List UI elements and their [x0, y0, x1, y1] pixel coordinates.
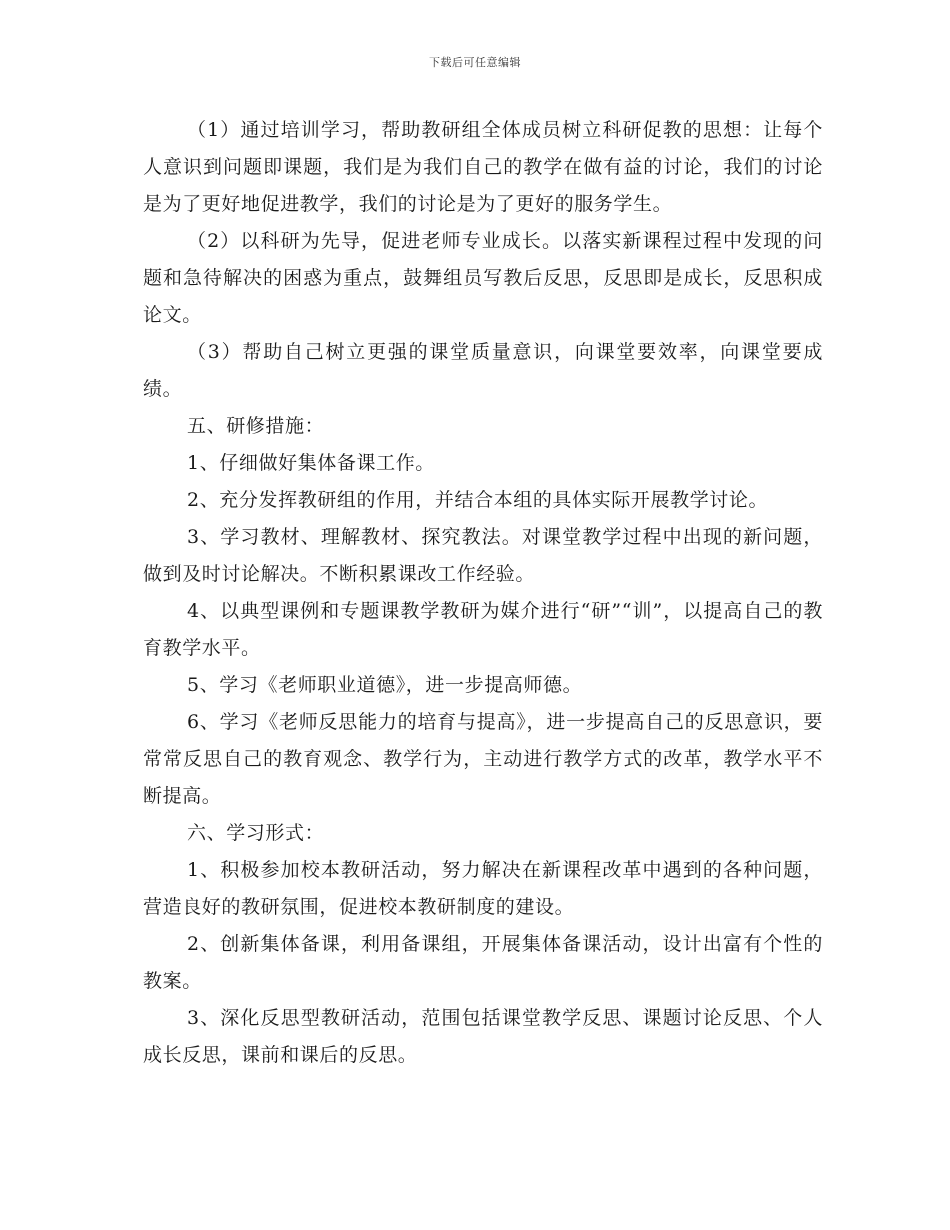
- paragraph-form-3: 3、深化反思型教研活动，范围包括课堂教学反思、课题讨论反思、个人成长反思，课前和课后的反思。: [143, 1007, 823, 1066]
- paragraph-measure-1: 1、仔细做好集体备课工作。: [187, 452, 435, 474]
- section-heading-measures: 五、研修措施：: [187, 415, 325, 437]
- document-body: [143, 112, 823, 1074]
- paragraph-goal-1: （1）通过培训学习，帮助教研组全体成员树立科研促教的思想：让每个人意识到问题即课题，我们是为我们自己的教学在做有益的讨论，我们的讨论是为了更好地促进教学，我们的讨论是为了更好的服务学生。: [143, 119, 823, 215]
- paragraph-measure-3: 3、学习教材、理解教材、探究教法。对课堂教学过程中出现的新问题，做到及时讨论解决。不断积累课改工作经验。: [143, 526, 823, 585]
- paragraph-measure-5: 5、学习《老师职业道德》，进一步提高师德。: [187, 674, 583, 696]
- paragraph-measure-2: 2、充分发挥教研组的作用，并结合本组的具体实际开展教学讨论。: [187, 489, 769, 511]
- paragraph-goal-3: （3）帮助自己树立更强的课堂质量意识，向课堂要效率，向课堂要成绩。: [143, 341, 823, 400]
- paragraph-form-1: 1、积极参加校本教研活动，努力解决在新课程改革中遇到的各种问题，营造良好的教研氛围，促进校本教研制度的建设。: [143, 859, 823, 918]
- paragraph-form-2: 2、创新集体备课，利用备课组，开展集体备课活动，设计出富有个性的教案。: [143, 933, 823, 992]
- section-heading-forms: 六、学习形式：: [187, 822, 325, 844]
- paragraph-measure-6: 6、学习《老师反思能力的培育与提高》，进一步提高自己的反思意识，要常常反思自己的教育观念、教学行为，主动进行教学方式的改革，教学水平不断提高。: [143, 711, 823, 807]
- paragraph-goal-2: （2）以科研为先导，促进老师专业成长。以落实新课程过程中发现的问题和急待解决的困惑为重点，鼓舞组员写教后反思，反思即是成长，反思积成论文。: [143, 230, 823, 326]
- page-header: 下载后可任意编辑: [429, 56, 521, 69]
- paragraph-measure-4: 4、以典型课例和专题课教学教研为媒介进行“研”“训”，以提高自己的教育教学水平。: [143, 600, 823, 659]
